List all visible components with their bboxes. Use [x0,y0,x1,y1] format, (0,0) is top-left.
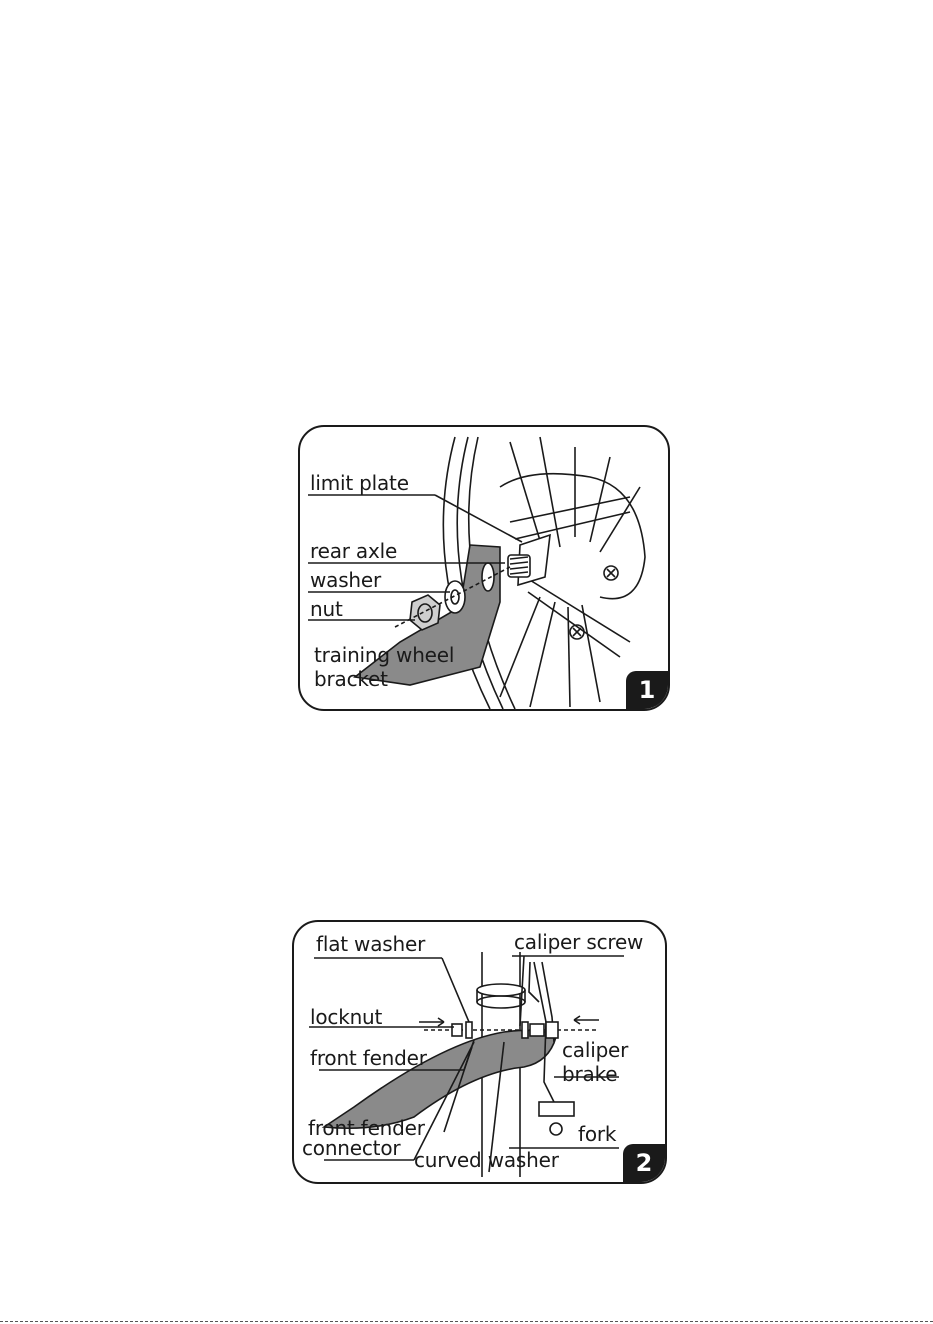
label-caliper-line2: brake [562,1062,618,1086]
figure-2-panel [292,920,667,1184]
label-bracket-line1: training wheel [314,643,455,667]
label-fender-connector-line2: connector [302,1136,401,1160]
washer-shape [445,581,465,613]
flat-washer-shape [466,1022,472,1038]
label-caliper-line1: caliper [562,1038,629,1062]
label-nut: nut [310,597,343,621]
locknut-shape [452,1024,462,1036]
label-caliper-screw: caliper screw [514,930,644,954]
label-locknut: locknut [310,1005,383,1029]
figure-1-number-badge: 1 [626,671,668,709]
label-curved-washer: curved washer [414,1148,559,1172]
label-limit-plate: limit plate [310,471,409,495]
label-front-fender: front fender [310,1046,427,1070]
label-washer: washer [310,568,382,592]
figure-1-panel [298,425,670,711]
label-bracket-line2: bracket [314,667,388,691]
page-bottom-rule [0,1321,933,1322]
label-fork: fork [578,1122,617,1146]
figure-2-number-badge: 2 [623,1144,665,1182]
nut-shape [410,595,440,630]
label-rear-axle: rear axle [310,539,398,563]
label-fender-connector-line1: front fender [308,1116,425,1140]
label-flat-washer: flat washer [316,932,426,956]
